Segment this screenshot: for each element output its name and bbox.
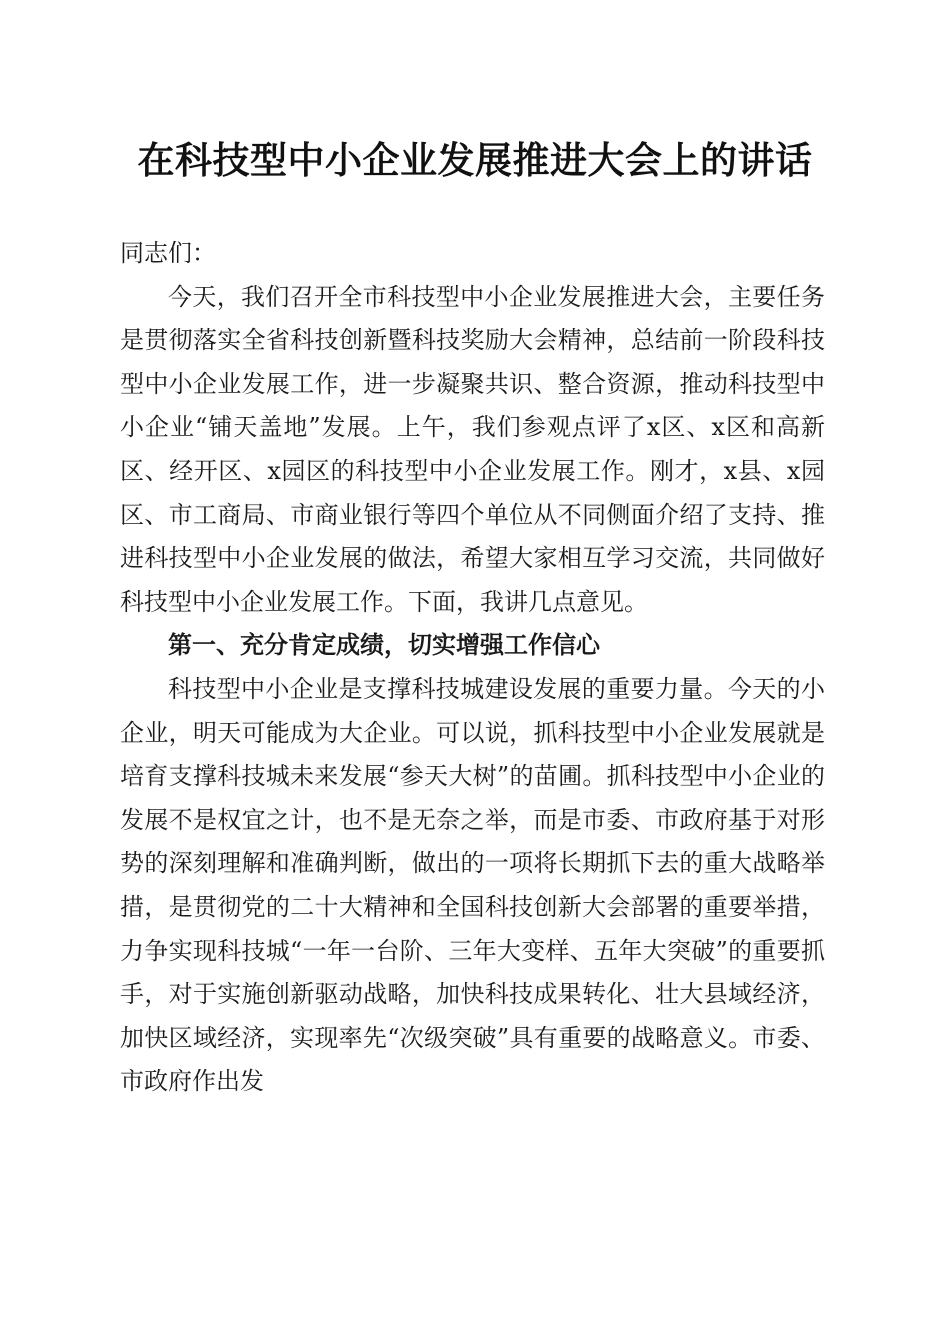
salutation: 同志们： [120, 239, 216, 267]
paragraph-section-1: 科技型中小企业是支撑科技城建设发展的重要力量。今天的小企业，明天可能成为大企业。可以说，抓科技型中小企业发展就是培育支撑科技城未来发展“参天大树”的苗圃。抓科技型中小企业的发展不是权宜之计，也不是无奈之举，而是市委、市政府基于对形势的深刻理解和准确判断，做出的一项将长期抓下去的重大战略举措，是贯彻党的二十大精神和全国科技创新大会部署的重要举措，力争实现科技城“一年一台阶、三年大变样、五年大突破”的重要抓手，对于实施创新驱动战略，加快科技成果转化、壮大县域经济，加快区域经济，实现率先“次级突破”具有重要的战略意义。市委、市政府作出发 [120, 674, 825, 1096]
section-heading-1: 第一、充分肯定成绩，切实增强工作信心 [168, 631, 600, 660]
document-title: 在科技型中小企业发展推进大会上的讲话 [137, 138, 813, 182]
document-body [120, 232, 825, 1104]
paragraph-opening: 今天，我们召开全市科技型中小企业发展推进大会，主要任务是贯彻落实全省科技创新暨科技奖励大会精神，总结前一阶段科技型中小企业发展工作，进一步凝聚共识、整合资源，推动科技型中小企业“铺天盖地”发展。上午，我们参观点评了x区、x区和高新区、经开区、x园区的科技型中小企业发展工作。刚才，x县、x园区、市工商局、市商业银行等四个单位从不同侧面介绍了支持、推进科技型中小企业发展的做法，希望大家相互学习交流，共同做好科技型中小企业发展工作。下面，我讲几点意见。 [120, 282, 825, 616]
